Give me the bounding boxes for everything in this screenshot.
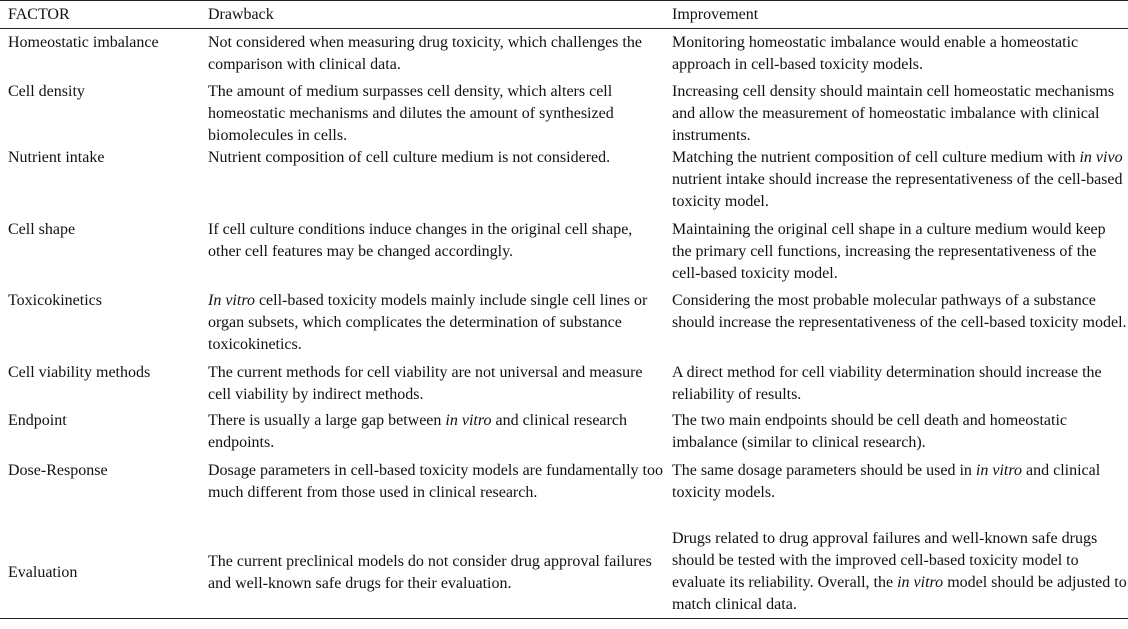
- drawback-cell: Nutrient composition of cell culture medium is not considered.: [208, 149, 611, 166]
- drawback-cell: [200, 410, 664, 460]
- improvement-cell: Maintaining the original cell shape in a culture medium would keep the primary cell functions, increasing the representativeness of the cell-based toxicity model.: [672, 221, 1106, 282]
- factor-cell: Cell density: [8, 83, 85, 100]
- improvement-text: model should be adjusted to match clinical data.: [672, 574, 1127, 613]
- table-row: [0, 290, 1128, 362]
- drawback-text: There is usually a large gap between: [208, 412, 446, 429]
- improvement-cell: [664, 460, 1128, 528]
- drawback-text: cell-based toxicity models mainly include single cell lines or organ subsets, which complicates the determination of substance toxicokinetics.: [208, 292, 648, 353]
- table-row: [0, 528, 1128, 619]
- factor-cell: Nutrient intake: [8, 149, 105, 166]
- table-row: [0, 81, 1128, 147]
- drawback-cell: The amount of medium surpasses cell density, which alters cell homeostatic mechanisms and dilutes the amount of synthesized biomolecules in cells.: [208, 83, 614, 144]
- improvement-cell: Considering the most probable molecular pathways of a substance should increase the representativeness of the cell-based toxicity model.: [672, 292, 1127, 331]
- drawback-cell: Not considered when measuring drug toxicity, which challenges the comparison with clinical data.: [208, 34, 642, 73]
- table-row: [0, 460, 1128, 528]
- header-improvement: Improvement: [672, 6, 759, 23]
- improvement-text: Matching the nutrient composition of cell culture medium with: [672, 149, 1080, 166]
- factor-cell: Homeostatic imbalance: [8, 34, 159, 51]
- table-row: [0, 29, 1128, 82]
- drawback-cell: Dosage parameters in cell-based toxicity models are fundamentally too much different from those used in clinical research.: [208, 462, 663, 501]
- improvement-cell: A direct method for cell viability determination should increase the reliability of results.: [672, 364, 1102, 403]
- italic-term: in vitro: [975, 462, 1022, 479]
- improvement-text: and clinical toxicity models.: [672, 462, 1101, 501]
- italic-term: in vitro: [897, 574, 944, 591]
- italic-term: In vitro: [208, 292, 255, 309]
- factor-cell: Dose-Response: [8, 462, 108, 479]
- header-drawback: Drawback: [208, 6, 274, 23]
- italic-term: in vivo: [1079, 149, 1123, 166]
- drawback-cell: The current preclinical models do not consider drug approval failures and well-known safe drugs for their evaluation.: [208, 553, 652, 592]
- improvement-cell: [664, 528, 1128, 619]
- drawback-text: and clinical research endpoints.: [208, 412, 627, 451]
- factor-cell: Toxicokinetics: [8, 292, 102, 309]
- header-row: [0, 1, 1128, 29]
- italic-term: in vitro: [445, 412, 492, 429]
- improvement-cell: The two main endpoints should be cell death and homeostatic imbalance (similar to clinical research).: [672, 412, 1068, 451]
- factor-cell: Evaluation: [8, 564, 78, 581]
- improvement-text: nutrient intake should increase the representativeness of the cell-based toxicity model.: [672, 171, 1123, 210]
- header-factor: FACTOR: [8, 6, 70, 23]
- factor-cell: Cell viability methods: [8, 364, 151, 381]
- improvement-text: Drugs related to drug approval failures and well-known safe drugs should be tested with the improved cell-based toxicity model to evaluate its reliability. Overall, the: [672, 530, 1098, 591]
- improvement-cell: [664, 147, 1128, 219]
- improvement-cell: Increasing cell density should maintain cell homeostatic mechanisms and allow the measurement of homeostatic imbalance with clinical instruments.: [672, 83, 1115, 144]
- drawback-cell: The current methods for cell viability are not universal and measure cell viability by indirect methods.: [208, 364, 643, 403]
- improvement-cell: Monitoring homeostatic imbalance would enable a homeostatic approach in cell-based toxicity models.: [672, 34, 1079, 73]
- improvement-text: The same dosage parameters should be used in: [672, 462, 976, 479]
- table-row: [0, 362, 1128, 410]
- table-header: [0, 1, 1128, 29]
- factor-cell: Endpoint: [8, 412, 67, 429]
- factor-cell: Cell shape: [8, 221, 76, 238]
- table-row: [0, 147, 1128, 219]
- table-row: [0, 410, 1128, 460]
- table-row: [0, 219, 1128, 290]
- table-body: [0, 29, 1128, 619]
- drawback-cell: [200, 290, 664, 362]
- drawback-cell: If cell culture conditions induce changes in the original cell shape, other cell features may be changed accordingly.: [208, 221, 633, 260]
